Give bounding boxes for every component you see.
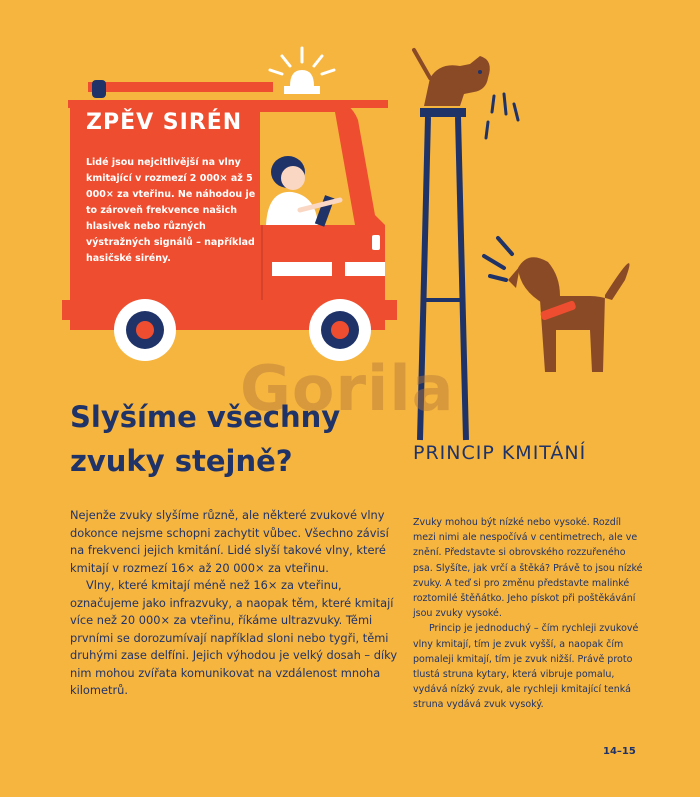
headlight <box>372 235 380 250</box>
side-body <box>413 515 645 713</box>
bark-lines-icon <box>486 94 518 138</box>
side-heading: PRINCIP KMITÁNÍ <box>413 442 587 464</box>
main-heading: Slyšíme všechny zvuky stejně? <box>70 400 341 478</box>
siren-base <box>284 86 320 94</box>
main-body <box>70 507 400 700</box>
big-dog-illustration <box>484 238 630 372</box>
truck-stripe <box>272 262 332 276</box>
sidebar-text: Lidé jsou nejcitlivější na vlny kmitající v rozmezí 2 000× až 5 000× za vteřinu. Ne náhodou je to zároveň frekvence našich hlasivek nebo různých výstražných signálů – například hasičské sirény. <box>86 157 256 264</box>
bark-lines-big-icon <box>484 238 512 280</box>
page-number: 14–15 <box>603 746 636 757</box>
main-paragraph-2: Vlny, které kmitají méně než 16× za vteřinu, označujeme jako infrazvuky, a naopak těm, které kmitají více než 20 000× za vteřinu, říkáme ultrazvuky. Těmi prvními se dorozumívají například sloni nebo tygři, těmi druhými zase delfíni. Jejich výhodou je velký dosah – díky nim mohou zvířata komunikovat na vzdálenost mnoha kilometrů. <box>70 578 398 697</box>
side-paragraph-2: Princip je jednoduchý – čím rychleji zvukové vlny kmitají, tím je zvuk vyšší, a naopak čím pomaleji kmitají, tím je zvuk nižší. Právě proto tlustá struna kytary, která vibruje pomalu, vydává nízký zvuk, ale rychleji kmitající tenká struna vydává zvuk vysoký. <box>413 623 639 711</box>
watermark-logo: Gorila <box>240 352 455 425</box>
wheel-front <box>114 299 176 361</box>
ladder-hook <box>92 80 106 98</box>
side-paragraph-1: Zvuky mohou být nízké nebo vysoké. Rozdíl mezi nimi ale nespočívá v centimetrech, ale ve znění. Představte si obrovského rozzuřeného psa. Slyšíte, jak vrčí a štěká? Právě to jsou nízké zvuky. A teď si pro změnu představte malinké roztomilé štěňátko. Jeho pískot při poštěkávání jsou zvuky vysoké. <box>413 517 643 620</box>
siren-light <box>290 70 314 86</box>
ladder <box>88 82 273 92</box>
sidebar-title: ZPĚV SIRÉN <box>86 110 243 135</box>
main-paragraph-1: Nejenže zvuky slyšíme různě, ale některé zvukové vlny dokonce nejsme schopni zachytit vůbec. Všechno závisí na frekvenci jejich kmitání. Lidé slyší takové vlny, které kmitají v rozmezí 16× až 20 000× za vteřinu. <box>70 508 389 575</box>
